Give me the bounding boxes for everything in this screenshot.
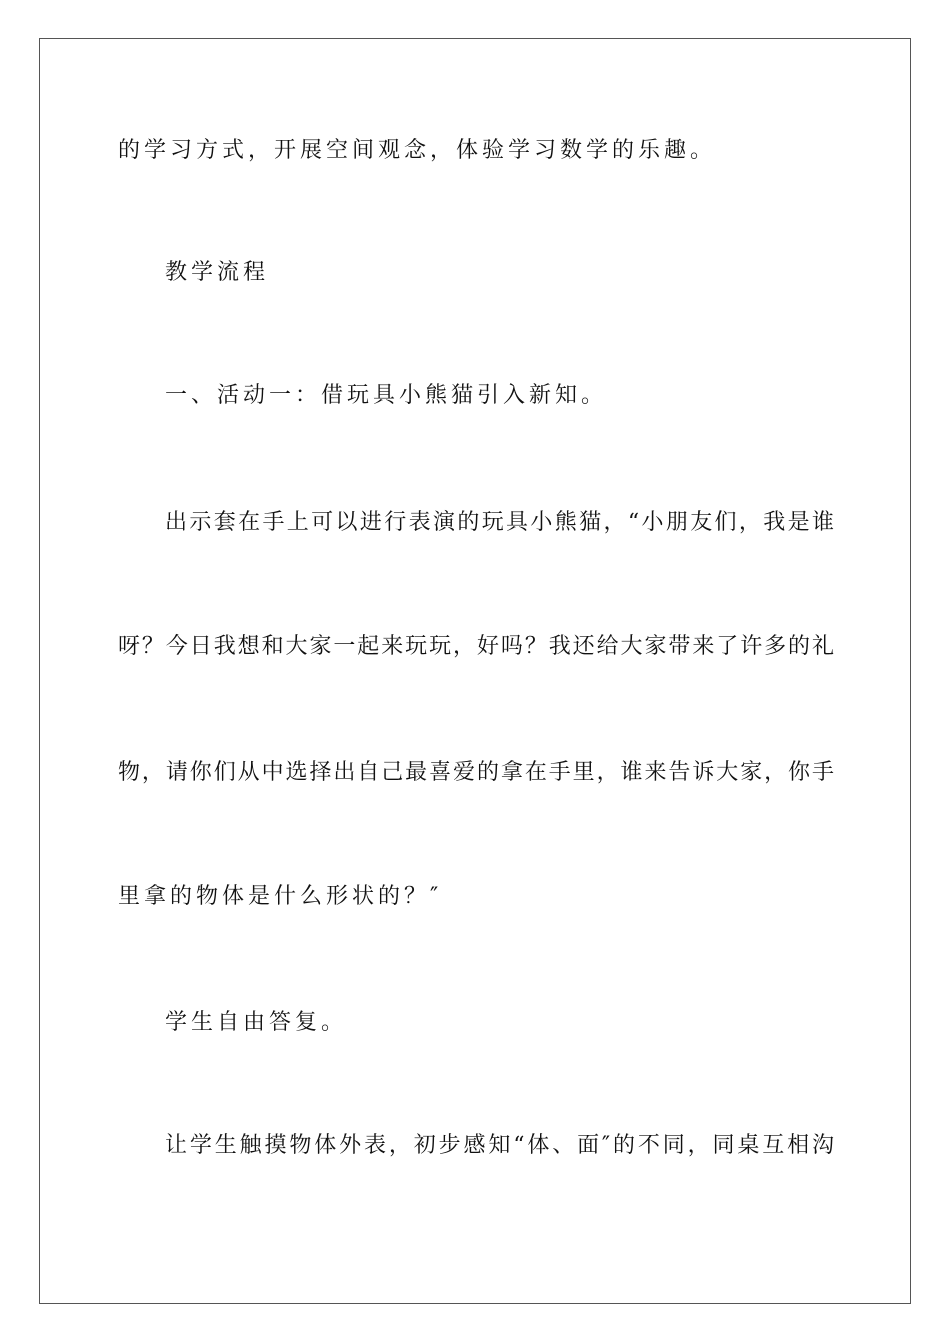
- paragraph-line-2: 出示套在手上可以进行表演的玩具小熊猫，“小朋友们，我是谁: [165, 510, 834, 535]
- paragraph-line-6: 学生自由答复。: [165, 1010, 348, 1035]
- paragraph-line-7: 让学生触摸物体外表，初步感知“体、面″的不同，同桌互相沟: [165, 1133, 834, 1158]
- paragraph-line-1: 的学习方式，开展空间观念，体验学习数学的乐趣。: [118, 138, 717, 163]
- section-heading-teaching-process: 教学流程: [165, 260, 270, 285]
- activity-one-heading: 一、活动一：借玩具小熊猫引入新知。: [165, 383, 608, 408]
- paragraph-line-3: 呀？今日我想和大家一起来玩玩，好吗？我还给大家带来了许多的礼: [118, 634, 834, 659]
- paragraph-line-4: 物，请你们从中选择出自己最喜爱的拿在手里，谁来告诉大家，你手: [118, 760, 834, 785]
- page-border: [39, 38, 911, 1304]
- paragraph-line-5: 里拿的物体是什么形状的？″: [118, 884, 443, 909]
